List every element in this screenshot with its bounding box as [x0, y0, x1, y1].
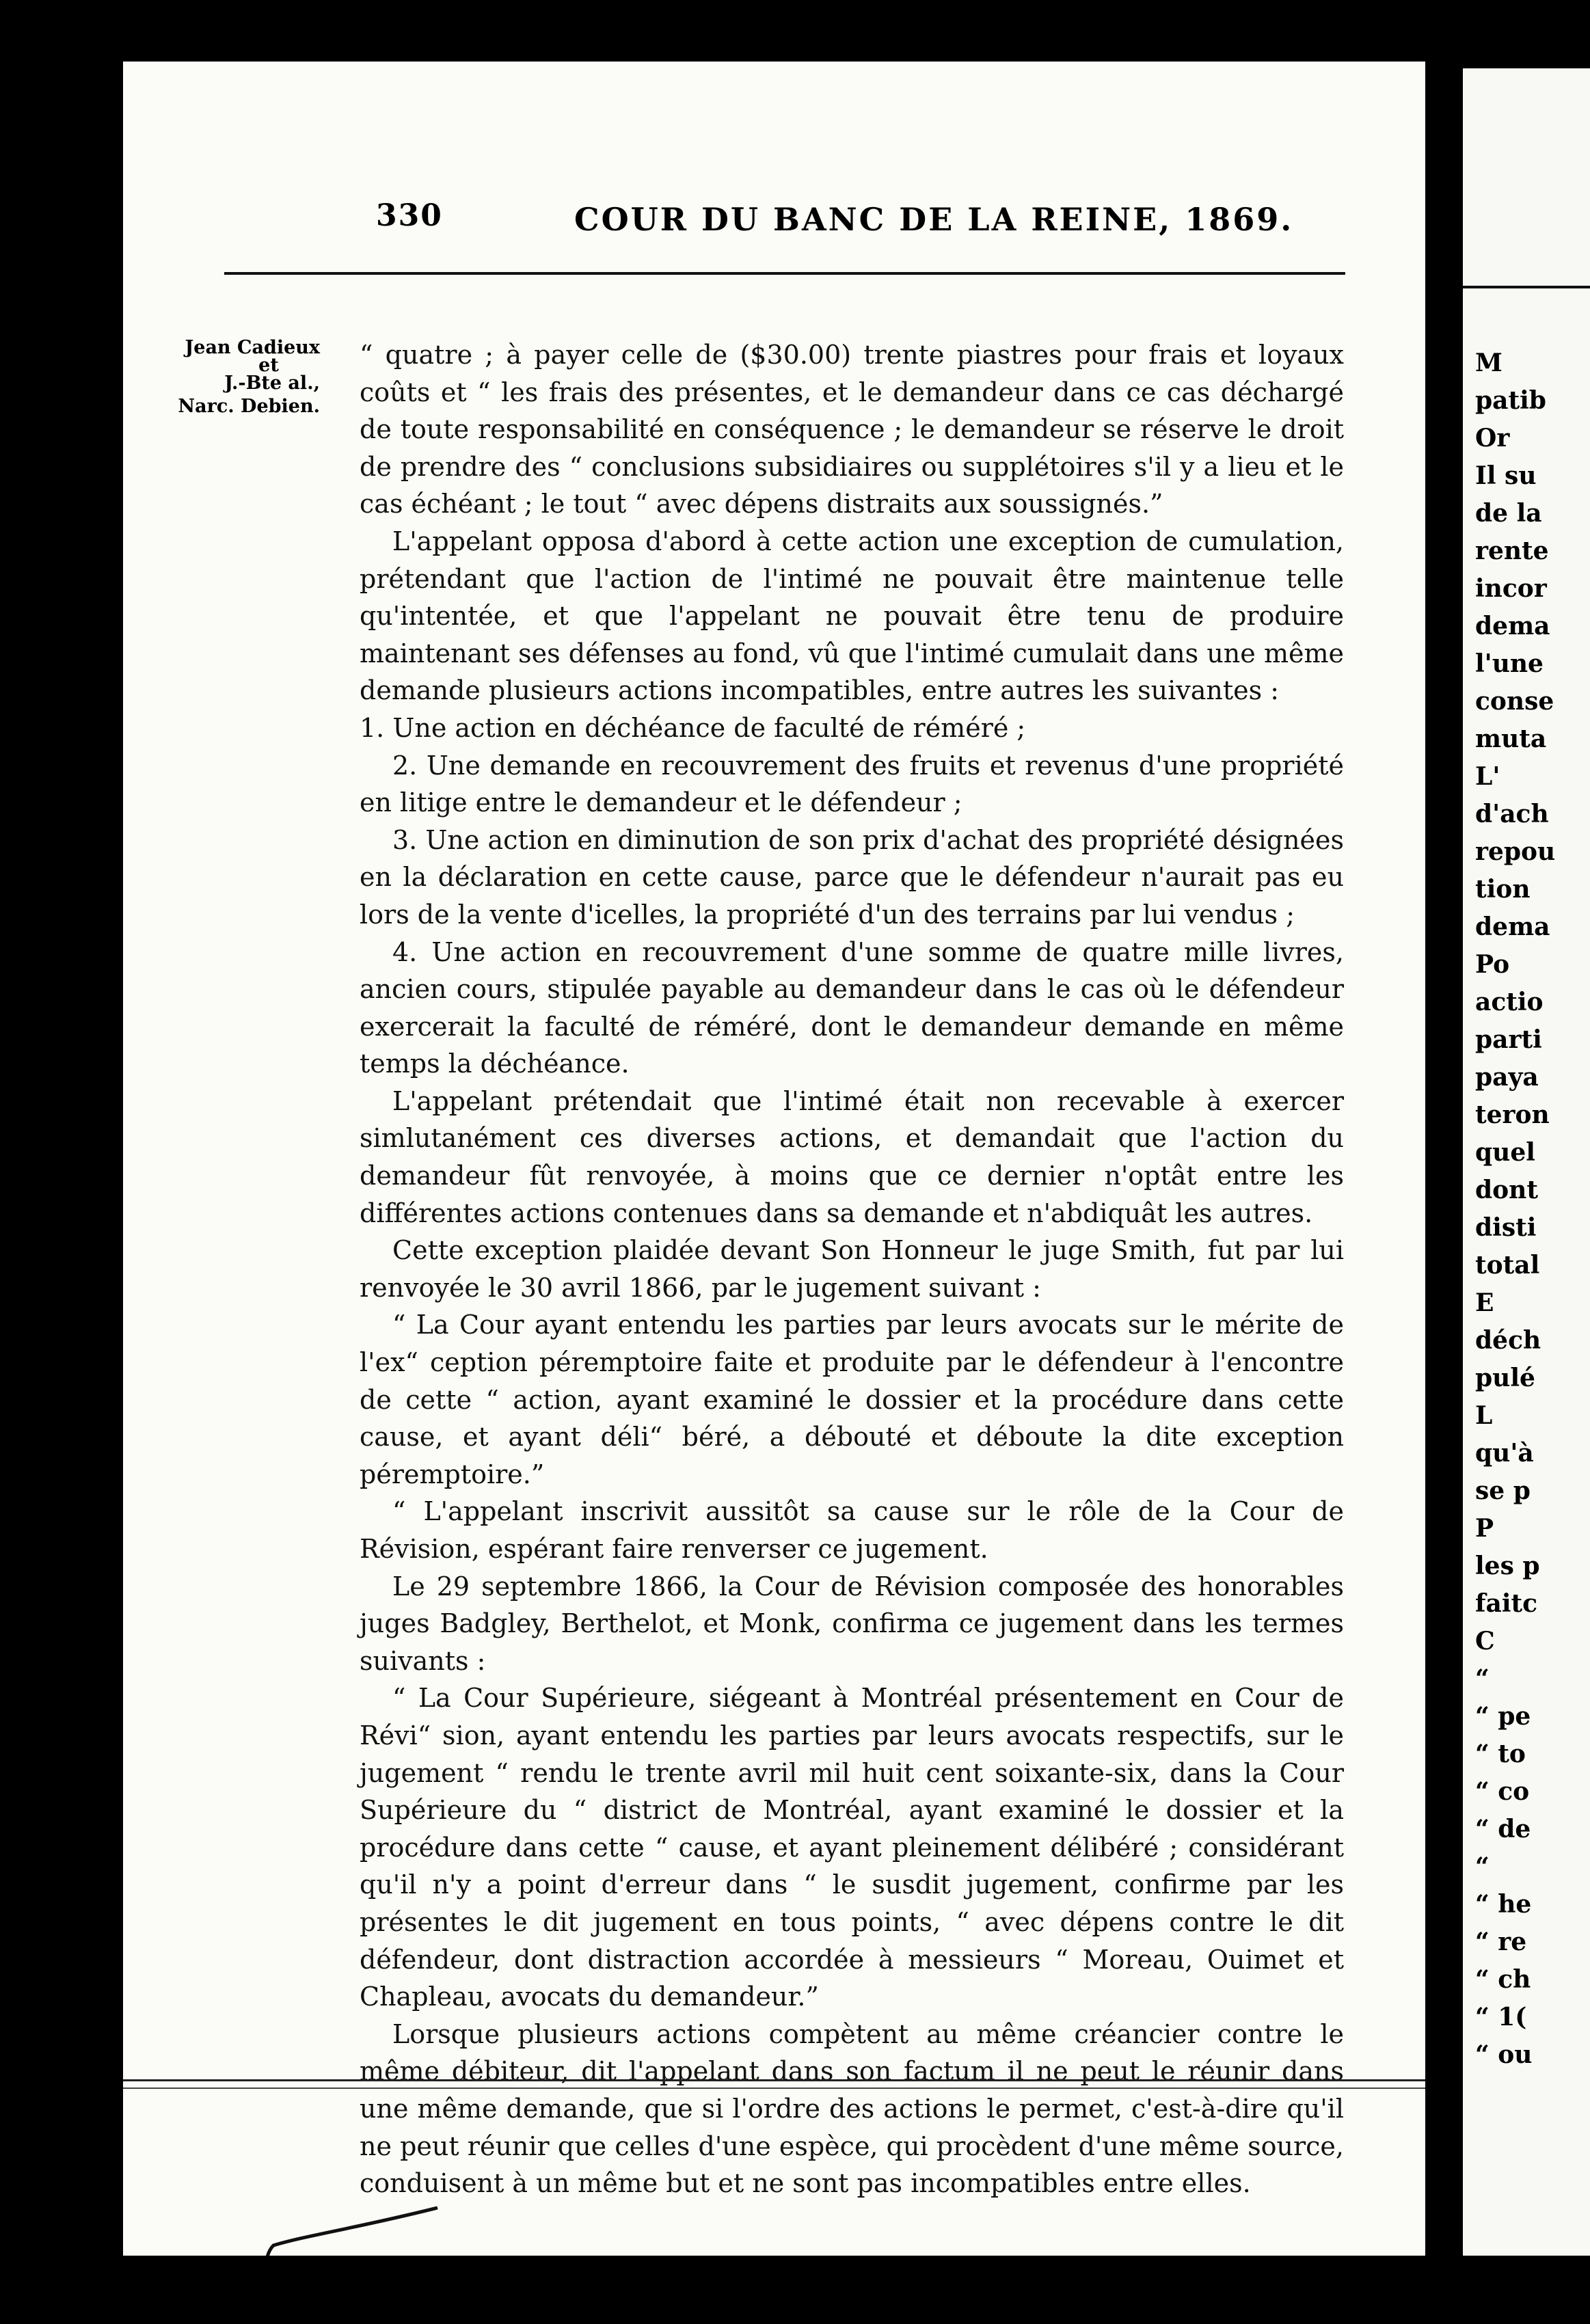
facing-page-fragment: de la: [1475, 499, 1542, 528]
scan-line: [123, 2079, 1425, 2081]
facing-page-fragment: “ pe: [1475, 1702, 1531, 1731]
page-header: [123, 198, 1425, 260]
scan-line: [123, 2087, 1425, 2089]
list-item: 1. Une action en déchéance de faculté de réméré ;: [360, 712, 1026, 743]
facing-page-fragment: “ he: [1475, 1890, 1532, 1919]
facing-page-fragment: déch: [1475, 1326, 1541, 1355]
book-page: [123, 62, 1425, 2256]
facing-page-fragment: dema: [1475, 612, 1550, 640]
margin-note: [176, 336, 320, 418]
facing-page-fragment: tion: [1475, 875, 1531, 904]
facing-page-fragment: conse: [1475, 687, 1554, 716]
facing-page-fragment: L': [1475, 762, 1500, 791]
facing-page-fragment: l'une: [1475, 649, 1544, 678]
paragraph: “ quatre ; à payer celle de ($30.00) trente piastres pour frais et loyaux coûts et “ les frais des présentes, et le demandeur dans ce cas déchargé de toute responsabilité en conséquence ; le demandeur se réserve le droit de prendre des “ conclusions subsidiaires ou supplétoires s'il y a lieu et le cas échéant ; le tout “ avec dépens distraits aux soussignés.”: [360, 340, 1344, 519]
facing-page-fragment: Or: [1475, 424, 1510, 452]
quotation: “ La Cour ayant entendu les parties par leurs avocats sur le mérite de l'ex“ ception péremptoire faite et produite par le défendeur à l'encontre de cette “ action, ayant examiné le dossier et la procédure dans cette cause, et ayant déli“ béré, a débouté et déboute la dite exception péremptoire.”: [360, 1310, 1344, 1489]
quotation: “ La Cour Supérieure, siégeant à Montréal présentement en Cour de Révi“ sion, ayant entendu les parties par leurs avocats respectifs, sur le jugement “ rendu le trente avril mil huit cent soixante-six, dans la Cour Supérieure du “ district de Montréal, ayant examiné le dossier et la procédure dans cette “ cause, et ayant pleinement délibéré ; considérant qu'il n'y a point d'erreur dans “ le susdit jugement, confirme par les présentes le dit jugement en tous points, “ avec dépens contre le dit défendeur, dont distraction accordée à messieurs “ Moreau, Ouimet et Chapleau, avocats du demandeur.”: [360, 1683, 1344, 2012]
paragraph: Cette exception plaidée devant Son Honneur le juge Smith, fut par lui renvoyée le 30 avril 1866, par le jugement suivant :: [360, 1235, 1344, 1303]
facing-page-fragment: faitc: [1475, 1589, 1538, 1618]
facing-page-fragment: “ 1(: [1475, 2003, 1527, 2031]
list-item: 4. Une action en recouvrement d'une somme de quatre mille livres, ancien cours, stipulée payable au demandeur dans le cas où le défendeur exercerait la faculté de réméré, dont le demandeur demande en même temps la déchéance.: [360, 936, 1344, 1079]
facing-page-fragment: dont: [1475, 1176, 1538, 1204]
facing-page-fragment: “ re: [1475, 1928, 1527, 1956]
facing-page-fragment: muta: [1475, 725, 1547, 753]
facing-page-fragment: parti: [1475, 1025, 1542, 1054]
list-item: 2. Une demande en recouvrement des fruits et revenus d'une propriété en litige entre le demandeur et le défendeur ;: [360, 750, 1344, 818]
facing-page-fragment: “: [1475, 1852, 1490, 1881]
facing-page-fragment: P: [1475, 1514, 1494, 1543]
facing-page-fragment: Po: [1475, 950, 1510, 979]
facing-page-fragment: Il su: [1475, 461, 1537, 490]
facing-page-fragment: qu'à: [1475, 1439, 1534, 1468]
facing-page-fragment: teron: [1475, 1100, 1550, 1129]
paragraph: Lorsque plusieurs actions compètent au même créancier contre le même débiteur, dit l'appelant dans son factum il ne peut le réunir dans une même demande, que si l'ordre des actions le permet, c'est-à-dire qu'il ne peut réunir que celles d'une espèce, qui procèdent d'une même source, conduisent à un même but et ne sont pas incompatibles entre elles.: [360, 2018, 1344, 2199]
facing-page-fragment: C: [1475, 1627, 1495, 1656]
facing-page-fragment: disti: [1475, 1213, 1537, 1242]
facing-page-fragment: “ ou: [1475, 2040, 1533, 2069]
facing-page: [1463, 68, 1590, 2256]
paragraph: L'appelant opposa d'abord à cette action une exception de cumulation, prétendant que l'action de l'intimé ne pouvait être maintenue telle qu'intentée, et que l'appelant ne pouvait être tenu de produire maintenant ses défenses au fond, vû que l'intimé cumulait dans une même demande plusieurs actions incompatibles, entre autres les suivantes :: [360, 526, 1344, 706]
facing-page-fragment: repou: [1475, 837, 1556, 866]
paragraph: Le 29 septembre 1866, la Cour de Révision composée des honorables juges Badgley, Berthelot, et Monk, confirma ce jugement dans les termes suivants :: [360, 1571, 1344, 1676]
facing-page-fragment: pulé: [1475, 1364, 1535, 1392]
facing-page-fragment: rente: [1475, 537, 1549, 565]
facing-page-fragment: quel: [1475, 1138, 1535, 1167]
facing-page-fragment: patib: [1475, 386, 1546, 415]
facing-page-fragment: E: [1475, 1288, 1494, 1317]
margin-line: Narc. Debien.: [178, 396, 320, 417]
facing-page-fragment: “ to: [1475, 1740, 1526, 1768]
facing-page-fragment: M: [1475, 349, 1503, 377]
facing-page-fragment: paya: [1475, 1063, 1539, 1092]
paragraph: “ L'appelant inscrivit aussitôt sa cause sur le rôle de la Cour de Révision, espérant faire renverser ce jugement.: [360, 1496, 1344, 1564]
margin-line: et: [258, 355, 279, 376]
facing-page-fragment: “: [1475, 1664, 1490, 1693]
facing-page-fragment: actio: [1475, 988, 1544, 1016]
facing-page-fragment: “ ch: [1475, 1965, 1531, 1994]
body-text: [360, 336, 1344, 2202]
running-title: COUR DU BANC DE LA REINE, 1869.: [574, 201, 1294, 238]
paragraph: L'appelant prétendait que l'intimé était non recevable à exercer simlutanément ces diverses actions, et demandait que l'action du demandeur fût renvoyée, à moins que ce dernier n'optât entre les différentes actions contenues dans sa demande et n'abdiquât les autres.: [360, 1085, 1344, 1228]
list-item: 3. Une action en diminution de son prix d'achat des propriété désignées en la déclaration en cette cause, parce que le défendeur n'aurait pas eu lors de la vente d'icelles, la propriété d'un des terrains par lui vendus ;: [360, 824, 1344, 930]
facing-page-fragment: L: [1475, 1401, 1493, 1430]
facing-page-fragment: “ de: [1475, 1815, 1531, 1843]
facing-page-fragment: d'ach: [1475, 800, 1549, 828]
facing-page-fragment: dema: [1475, 913, 1550, 941]
facing-page-fragment: incor: [1475, 574, 1547, 603]
page-number: 330: [376, 198, 443, 233]
pen-mark: [253, 2180, 444, 2256]
margin-line: Jean Cadieux: [185, 337, 320, 358]
facing-page-fragment: total: [1475, 1251, 1540, 1280]
facing-page-fragment: les p: [1475, 1552, 1540, 1580]
header-rule: [224, 272, 1345, 275]
margin-line: J.-Bte al.,: [224, 373, 320, 394]
facing-page-fragment: se p: [1475, 1476, 1531, 1505]
facing-page-fragment: “ co: [1475, 1777, 1530, 1806]
facing-page-rule: [1463, 286, 1590, 288]
